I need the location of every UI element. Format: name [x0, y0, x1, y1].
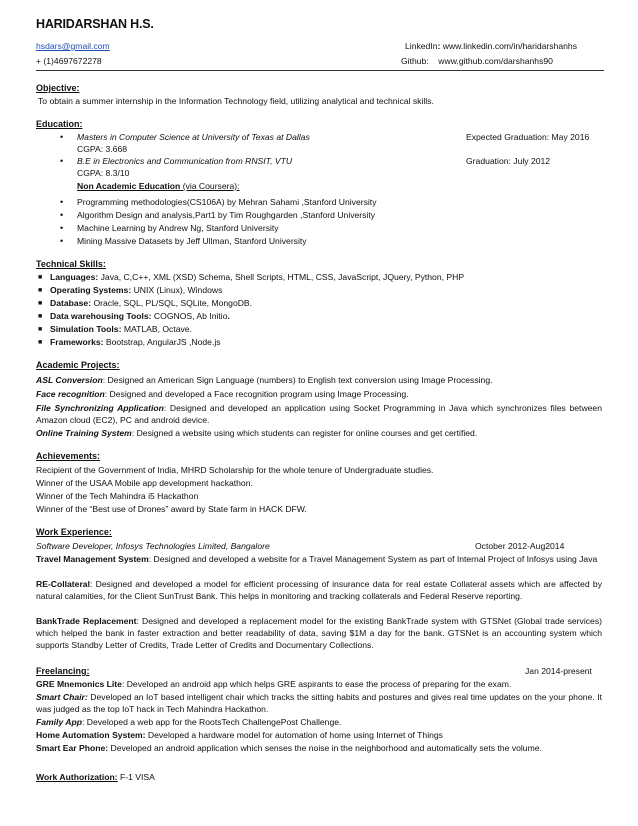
work-heading: Work Experience: — [36, 527, 112, 537]
github-url[interactable]: www.github.com/darshanhs90 — [438, 56, 553, 66]
authorization-value: F-1 VISA — [117, 772, 155, 782]
freelance-item: Home Automation System: Developed a hardware model for automation of home using Internet of Things — [36, 730, 443, 740]
bullet-icon: • — [60, 132, 64, 142]
authorization-heading: Work Authorization: — [36, 772, 118, 782]
course-item: Mining Massive Datasets by Jeff Ullman, Stanford University — [77, 236, 307, 246]
phone-number: + (1)4697672278 — [36, 56, 102, 66]
freelancing-dates: Jan 2014-present — [525, 666, 592, 676]
degree-date: Graduation: July 2012 — [466, 156, 551, 166]
github-line — [401, 55, 553, 67]
bullet-icon: • — [60, 197, 64, 207]
freelance-item: Family App: Developed a web app for the RootsTech ChallengePost Challenge. — [36, 717, 342, 727]
skill-item: Languages: Java, C,C++, XML (XSD) Schema, Shell Scripts, HTML, CSS, JavaScript, JQuery, Python, PHP — [50, 272, 465, 282]
non-academic-suffix: (via Coursera): — [180, 181, 240, 191]
bullet-icon: ■ — [38, 274, 43, 281]
work-dates: October 2012-Aug2014 — [475, 541, 565, 551]
header-divider — [36, 70, 604, 71]
bullet-icon: ■ — [38, 300, 43, 307]
degree-gpa: CGPA: 3.668 — [77, 144, 127, 154]
skill-item: Operating Systems: UNIX (Linux), Windows — [50, 285, 223, 295]
bullet-icon: • — [60, 223, 64, 233]
work-authorization — [36, 771, 155, 783]
freelance-item: GRE Mnemonics Lite: Developed an android app which helps GRE aspirants to ease the process of preparing for the exam. — [36, 679, 512, 689]
achievement-item: Recipient of the Government of India, MHRD Scholarship for the whole tenure of Undergraduate studies. — [36, 465, 434, 475]
achievement-item: Winner of the Tech Mahindra i5 Hackathon — [36, 491, 199, 501]
project-item: Online Training System: Designed a website using which students can register for online courses and get certified. — [36, 428, 478, 438]
degree-date: Expected Graduation: May 2016 — [466, 132, 590, 142]
bullet-icon: • — [60, 156, 64, 166]
freelancing-heading: Freelancing: — [36, 666, 90, 676]
linkedin-url[interactable]: www.linkedin.com/in/haridarshanhs — [442, 41, 577, 51]
skill-item: Simulation Tools: MATLAB, Octave. — [50, 324, 192, 334]
skills-heading: Technical Skills: — [36, 259, 106, 269]
skill-item: Data warehousing Tools: COGNOS, Ab Initio. — [50, 311, 230, 321]
bullet-icon: ■ — [38, 313, 43, 320]
course-item: Programming methodologies(CS106A) by Mehran Sahami ,Stanford University — [77, 197, 377, 207]
degree-title: B.E in Electronics and Communication from RNSIT, VTU — [77, 156, 293, 166]
github-label: Github: — [401, 56, 429, 66]
degree-title: Masters in Computer Science at University of Texas at Dallas — [77, 132, 310, 142]
non-academic-label: Non Academic Education — [77, 181, 181, 191]
skill-item: Database: Oracle, SQL, PL/SQL, SQLite, MongoDB. — [50, 298, 253, 308]
project-item: Face recognition: Designed and developed a Face recognition program using Image Processing. — [36, 389, 409, 399]
bullet-icon: • — [60, 236, 64, 246]
linkedin-colon: : — [437, 41, 441, 51]
objective-heading: Objective: — [36, 83, 80, 93]
projects-heading: Academic Projects: — [36, 360, 120, 370]
work-role: Software Developer, Infosys Technologies Limited, Bangalore — [36, 541, 270, 551]
degree-gpa: CGPA: 8.3/10 — [77, 168, 130, 178]
course-item: Machine Learning by Andrew Ng, Stanford University — [77, 223, 279, 233]
work-item: BankTrade Replacement: Designed and developed a replacement model for the existing BankTrade system with GTSNet (Global trade services) which helped the bank in faster extraction and better readability of data, saving $1M a day for the bank. GTSNet is an accounting system which supports Standby Letter of Credits, Trade Letter of Credits and Documentary Collections. — [36, 616, 602, 650]
achievement-item: Winner of the “Best use of Drones” award by State farm in HACK DFW. — [36, 504, 307, 514]
project-item: File Synchronizing Application: Designed and developed an application using Socket Programming in Java which synchronizes files between Amazon cloud (EC2), PC and android device. — [36, 403, 602, 425]
achievements-heading: Achievements: — [36, 451, 101, 461]
education-heading: Education: — [36, 119, 83, 129]
bullet-icon: • — [60, 210, 64, 220]
linkedin-label: LinkedIn — [405, 41, 438, 51]
achievement-item: Winner of the USAA Mobile app development hackathon. — [36, 478, 253, 488]
freelance-item: Smart Chair: Developed an IoT based intelligent chair which tracks the sitting habits and postures and gives real time updates on the your phone. It was judged as the top IoT hack in Tech Mahindra Hackathon. — [36, 692, 603, 714]
skill-item: Frameworks: Bootstrap, AngularJS ,Node.js — [50, 337, 221, 347]
work-item: Travel Management System: Designed and developed a website for a Travel Management System as part of Internal Project of Infosys using Java — [36, 554, 598, 564]
freelance-item: Smart Ear Phone: Developed an android application which senses the noise in the neighborhood and automatically sets the volume. — [36, 743, 542, 753]
candidate-name: HARIDARSHAN H.S. — [36, 17, 154, 31]
bullet-icon: ■ — [38, 287, 43, 294]
bullet-icon: ■ — [38, 339, 43, 346]
project-item: ASL Conversion: Designed an American Sign Language (numbers) to English text conversion using Image Processing. — [36, 375, 493, 385]
objective-text: To obtain a summer internship in the Information Technology field, utilizing analytical and technical skills. — [38, 96, 434, 106]
bullet-icon: ■ — [38, 326, 43, 333]
email-link[interactable]: hsdars@gmail.com — [36, 41, 110, 51]
non-academic-heading — [77, 180, 240, 192]
course-item: Algorithm Design and analysis,Part1 by Tim Roughgarden ,Stanford University — [77, 210, 376, 220]
work-item: RE-Collateral: Designed and developed a model for efficient processing of insurance data for real estate Collateral assets which are affected by natural calamities, for the Client SunTrust Bank. This helps in monitoring and tracking collaterals and Federal Reserve reporting. — [36, 579, 602, 601]
linkedin-line — [405, 40, 577, 52]
